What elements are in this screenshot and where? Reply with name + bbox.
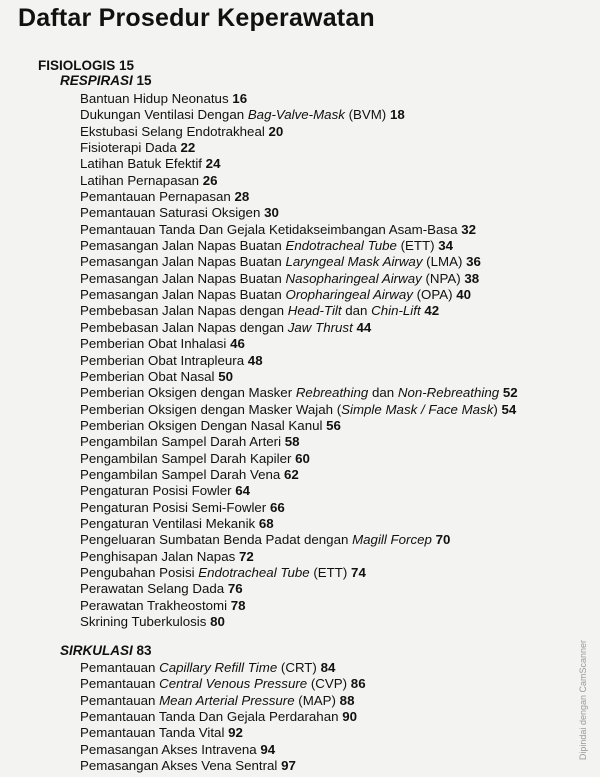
procedure-page-number: 68 [258, 515, 274, 531]
procedure-text: (BVM) [344, 107, 387, 123]
procedure-page-number: 72 [238, 548, 254, 564]
procedure-item [80, 516, 518, 532]
procedure-item [80, 676, 366, 692]
procedure-item [80, 205, 518, 221]
procedure-page-number: 86 [350, 676, 366, 692]
procedure-term-italic: Rebreathing [295, 385, 369, 401]
procedure-item [80, 549, 518, 565]
procedure-text: Pengaturan Posisi Fowler [80, 483, 232, 499]
procedure-text: Pemantauan [80, 660, 160, 675]
procedure-text: Pemberian Oksigen dengan Masker [80, 385, 296, 401]
procedure-list-sirkulasi [80, 660, 366, 774]
procedure-text: Perawatan Selang Dada [80, 581, 225, 597]
procedure-term-italic: Oropharingeal Airway [285, 287, 413, 303]
procedure-text: Pemasangan Akses Vena Sentral [80, 758, 278, 774]
section-label: SIRKULASI [60, 643, 133, 658]
procedure-term-italic: Chin-Lift [371, 303, 421, 319]
procedure-item [80, 434, 518, 450]
procedure-text: Fisioterapi Dada [80, 140, 177, 156]
procedure-term-italic: Mean Arterial Pressure [159, 692, 295, 708]
procedure-item [80, 254, 518, 270]
procedure-page-number: 18 [389, 107, 405, 123]
procedure-text: Pengaturan Posisi Semi-Fowler [80, 499, 267, 515]
procedure-page-number: 44 [356, 319, 372, 335]
procedure-item [80, 483, 518, 499]
procedure-term-italic: Magill Forcep [352, 532, 432, 548]
procedure-text: Pemantauan [80, 692, 160, 708]
procedure-item [80, 336, 518, 352]
procedure-term-italic: Laryngeal Mask Airway [285, 254, 423, 270]
procedure-text: (ETT) [309, 564, 348, 580]
procedure-page-number: 94 [260, 741, 276, 757]
procedure-text: Pengambilan Sampel Darah Kapiler [80, 450, 292, 466]
procedure-page-number: 88 [339, 692, 355, 708]
procedure-item [80, 451, 518, 467]
procedure-page-number: 54 [501, 401, 517, 417]
category-heading [38, 58, 134, 73]
procedure-term-italic: Central Venous Pressure [159, 676, 308, 692]
procedure-item [80, 303, 518, 319]
procedure-text: (CVP) [307, 676, 348, 692]
procedure-item [80, 156, 518, 172]
procedure-text: ) [493, 401, 498, 417]
procedure-page-number: 66 [269, 499, 285, 515]
procedure-item [80, 742, 366, 758]
procedure-text: Pemasangan Jalan Napas Buatan [80, 238, 286, 254]
procedure-text: Latihan Pernapasan [80, 172, 200, 188]
procedure-text: Pemantauan [80, 676, 160, 692]
procedure-term-italic: Simple Mask / Face Mask [341, 401, 494, 417]
procedure-item [80, 287, 518, 303]
procedure-page-number: 84 [320, 660, 336, 675]
category-label: FISIOLOGIS [38, 58, 116, 73]
procedure-page-number: 38 [464, 270, 480, 286]
procedure-page-number: 62 [284, 466, 299, 482]
category-page: 15 [119, 58, 135, 73]
procedure-text: (LMA) [422, 254, 463, 270]
procedure-item [80, 660, 366, 676]
procedure-text: Pemantauan Tanda Dan Gejala Perdarahan [80, 709, 339, 725]
procedure-page-number: 26 [202, 172, 218, 188]
procedure-text: (NPA) [421, 270, 461, 286]
procedure-text: Pembebasan Jalan Napas dengan [80, 319, 288, 335]
procedure-text: (OPA) [412, 287, 453, 303]
procedure-text: Pengubahan Posisi [80, 564, 199, 580]
procedure-item [80, 369, 518, 385]
procedure-text: Pemasangan Akses Intravena [80, 741, 257, 757]
procedure-term-italic: Jaw Thrust [287, 319, 353, 335]
procedure-text: (CRT) [277, 660, 317, 675]
procedure-page-number: 50 [218, 368, 234, 384]
procedure-term-italic: Bag-Valve-Mask [247, 107, 345, 123]
procedure-item [80, 385, 518, 401]
procedure-page-number: 52 [502, 385, 518, 401]
procedure-page-number: 92 [228, 725, 243, 741]
procedure-text: Bantuan Hidup Neonatus [80, 91, 229, 106]
procedure-page-number: 90 [342, 709, 357, 725]
procedure-page-number: 24 [205, 156, 221, 172]
procedure-page-number: 48 [247, 352, 263, 368]
procedure-text: (ETT) [396, 238, 435, 254]
section-heading-respirasi [60, 73, 152, 88]
procedure-item [80, 271, 518, 287]
procedure-page-number: 42 [424, 303, 440, 319]
procedure-term-italic: Capillary Refill Time [159, 660, 278, 675]
procedure-page-number: 78 [230, 597, 246, 613]
procedure-item [80, 91, 518, 107]
procedure-item [80, 500, 518, 516]
procedure-text: Pengambilan Sampel Darah Arteri [80, 434, 282, 450]
procedure-text: Pemantauan Tanda Vital [80, 725, 225, 741]
procedure-page-number: 60 [295, 450, 310, 466]
procedure-page-number: 97 [281, 758, 296, 774]
procedure-text: Pengeluaran Sumbatan Benda Padat dengan [80, 532, 353, 548]
section-heading-sirkulasi [60, 643, 152, 658]
procedure-page-number: 28 [234, 189, 250, 205]
procedure-item [80, 532, 518, 548]
procedure-term-italic: Non-Rebreathing [397, 385, 500, 401]
procedure-text: Pemantauan Pernapasan [80, 189, 231, 205]
procedure-text: Pengaturan Ventilasi Mekanik [80, 515, 256, 531]
procedure-page-number: 80 [210, 614, 225, 629]
procedure-page-number: 58 [284, 434, 300, 450]
procedure-page-number: 30 [264, 205, 279, 221]
procedure-item [80, 725, 366, 741]
procedure-term-italic: Endotracheal Tube [198, 564, 310, 580]
procedure-text: Pemberian Obat Inhalasi [80, 336, 227, 352]
procedure-item [80, 353, 518, 369]
procedure-item [80, 402, 518, 418]
procedure-text: Pemberian Obat Nasal [80, 368, 215, 384]
procedure-text: (MAP) [294, 692, 336, 708]
procedure-term-italic: Head-Tilt [287, 303, 342, 319]
procedure-page-number: 36 [466, 254, 481, 270]
procedure-text: Pengambilan Sampel Darah Vena [80, 466, 281, 482]
procedure-text: Penghisapan Jalan Napas [80, 548, 236, 564]
procedure-text: Pemantauan Tanda Dan Gejala Ketidakseimbangan Asam-Basa [80, 221, 458, 237]
procedure-item [80, 758, 366, 774]
procedure-item [80, 189, 518, 205]
procedure-text: Dukungan Ventilasi Dengan [80, 107, 248, 123]
procedure-page-number: 74 [351, 564, 366, 580]
procedure-item [80, 467, 518, 483]
procedure-page-number: 16 [232, 91, 248, 106]
procedure-page-number: 56 [326, 417, 341, 433]
procedure-page-number: 70 [435, 532, 451, 548]
procedure-page-number: 34 [438, 238, 454, 254]
procedure-text: Pemasangan Jalan Napas Buatan [80, 270, 286, 286]
procedure-text: Pemberian Oksigen dengan Masker Wajah ( [80, 401, 342, 417]
page-title: Daftar Prosedur Keperawatan [18, 4, 375, 32]
procedure-item [80, 107, 518, 123]
procedure-item [80, 140, 518, 156]
procedure-item [80, 565, 518, 581]
procedure-item [80, 173, 518, 189]
procedure-text: Perawatan Trakheostomi [80, 597, 228, 613]
procedure-text: dan [368, 385, 398, 401]
procedure-page-number: 22 [180, 140, 196, 156]
procedure-page-number: 40 [456, 287, 472, 303]
procedure-item [80, 124, 518, 140]
section-label: RESPIRASI [60, 73, 133, 88]
procedure-page-number: 20 [268, 123, 284, 139]
procedure-text: Latihan Batuk Efektif [80, 156, 202, 172]
procedure-term-italic: Nasopharingeal Airway [285, 270, 422, 286]
procedure-text: dan [341, 303, 372, 319]
procedure-page-number: 76 [227, 581, 243, 597]
procedure-text: Pemberian Obat Intrapleura [80, 352, 245, 368]
procedure-text: Pembebasan Jalan Napas dengan [80, 303, 288, 319]
section-page: 15 [136, 73, 152, 88]
procedure-item [80, 320, 518, 336]
procedure-text: Ekstubasi Selang Endotrakheal [80, 123, 265, 139]
procedure-text: Pemantauan Saturasi Oksigen [80, 205, 261, 221]
scanner-watermark: Dipindai dengan CamScanner [578, 640, 588, 761]
procedure-item [80, 238, 518, 254]
procedure-text: Pemberian Oksigen Dengan Nasal Kanul [80, 417, 323, 433]
procedure-page-number: 46 [230, 336, 245, 352]
procedure-item [80, 581, 518, 597]
procedure-page-number: 64 [235, 483, 251, 499]
procedure-item [80, 598, 518, 614]
procedure-item [80, 709, 366, 725]
procedure-page-number: 32 [461, 221, 476, 237]
procedure-text: Pemasangan Jalan Napas Buatan [80, 254, 286, 270]
procedure-item [80, 614, 518, 630]
procedure-item [80, 222, 518, 238]
procedure-list-respirasi [80, 91, 518, 630]
section-page: 83 [136, 643, 152, 658]
procedure-term-italic: Endotracheal Tube [285, 238, 397, 254]
procedure-text: Skrining Tuberkulosis [80, 614, 207, 629]
procedure-text: Pemasangan Jalan Napas Buatan [80, 287, 286, 303]
procedure-item [80, 693, 366, 709]
procedure-item [80, 418, 518, 434]
